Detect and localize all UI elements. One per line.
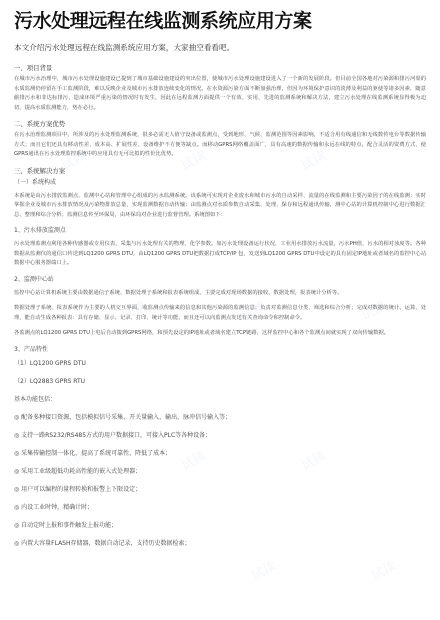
document-body xyxy=(14,42,426,557)
feature-item: ◎ 支持一路RS232/RS485方式的用户数据接口，可接入PLC等各种设备； xyxy=(14,431,212,439)
advantages-paragraph: 在污水治理监测项目中，所涉及的污水处理监测系统，很多必需无人值守设备或监测点，受到地形、气候、监测范围等因素影响，不适合用有线通信和无线数传电台等数据传输方式；而且它们还具有移动性差、成本高、扩展性差、设备维护不方便等缺点。而移动GPRS网络覆盖面广，具有高速的数据传输和永远在线的特点，配合灵活的资费方式，使GPRS通讯在污水处理监控系统中的应用具有无可比拟的性价比优势。 xyxy=(14,132,426,157)
monitoring-center-heading: 2、监测中心站 xyxy=(14,275,54,283)
monitoring-point-heading: 1、污水排放监测点 xyxy=(14,227,66,234)
watermark: 试读 xyxy=(298,148,329,174)
watermark: 试读 xyxy=(358,298,389,324)
feature-item: ◎ 自动定时上报和事件触发上报功能； xyxy=(14,521,118,529)
watermark: 试读 xyxy=(238,298,269,324)
feature-item: ◎ 内设工业时钟，精确计时； xyxy=(14,503,94,511)
intro-text: 本文介绍污水处理远程在线监测系统应用方案，大家抽空看看吧。 xyxy=(14,43,235,52)
watermark: 试读 xyxy=(178,148,209,174)
monitoring-point-paragraph: 污水处理监测点利用各种传感器或专用仪表，采集与污水处理有关的物理、化学参数。如污水处理设备运行状况，工业用水排放污水流量，污水PH值，污水的相对浊度等。各种数据从监测仪的通信口传送到LQ1200 GPRS DTU，由LQ1200 GPRS DTU把数据打成TCP/IP 包，发送到LQ1200 GPRS DTU中设定的具有固定IP地址或者域名的监控中心站数据中心服务器端口上。 xyxy=(14,241,426,266)
product-dtu: （1）LQ1200 GPRS DTU xyxy=(14,359,86,367)
background-paragraph: 在城市污水治理中，城市污水处理设施建设已提到了城市基础设施建设的突出位置，使城市污水处理设施建设进入了一个新的发展阶段。但目前全国各地对污染源和排污河渠的水质监测仍停留在手工监测阶段，难以反映企业及城市污水排放连续变化的情况。在水资源污染方面不断加强治理，但因为环境保护意识的淡薄及利益的驱使等诸多因素，随意偷排污水和非达标排污，造成环境严重污染的情况时有发生，因此在远程监测方面提供一个有效、实用、先进的监测系统和解决方法，建立污水处理在线监测系统显得极为迫切，提高水质监测能力，势在必行。 xyxy=(14,76,426,111)
feature-list xyxy=(14,413,426,549)
system-composition-heading: （一）系统构成 xyxy=(14,178,57,186)
product-features-heading: 3、产品特性 xyxy=(14,345,48,353)
feature-item: ◎ 配备多种接口资源，包括模拟信号采集、开关量输入、输出，脉冲信号输入等； xyxy=(14,413,232,421)
feature-item: ◎ 用户可以编程的量程转换和报警上下限设定； xyxy=(14,485,142,493)
watermark: 试读 xyxy=(368,558,399,584)
monitoring-center-paragraph-2: 数据处理子系统、报表系统作为主要的人机交互界面，收监测点传输来的信息和其他污染源的监测信息；负责对监测信息分类、筛选和综合分析；完成对数据的统计、运算、处理，能自动生成各种报表：具有存储、显示、记录、打印、统计等功能，而且还可以向监测点发送有关查询命令和控制命令。 xyxy=(14,305,426,321)
features-label: 基本功能包括： xyxy=(14,395,57,403)
section-heading-advantages: 二、系统方案优势 xyxy=(14,120,66,128)
watermark: 试读 xyxy=(58,148,89,174)
section-heading-solution: 三、系统解决方案 xyxy=(14,166,66,175)
watermark: 试读 xyxy=(178,448,209,474)
watermark: 试读 xyxy=(58,448,89,474)
system-composition-paragraph: 本系统是由污水排放监测点、监测中心站和管理中心组成的污水监测系统。该系统可实现对企业废水和城市污水的自动采样、流量的在线监测和主要污染因子的在线监测；实时掌握企业及城市污水排放情况及污染物排放总量，实现监测数据自动传输；由监测点对水质参数自动采集、处理、保存和远程通讯传输，测中心站的计算机控制中心进行数据汇总、整理和综合分析；监测信息传至环保局，由环保局对企业进行监督管理。系统图如下： xyxy=(14,192,426,218)
feature-item: ◎ 内置大容量FLASH存储器，数据自动记录，支持历史数据检索； xyxy=(14,539,191,547)
section-heading-background: 一、项目背景 xyxy=(14,64,53,72)
watermark: 试读 xyxy=(298,448,329,474)
watermark: 试读 xyxy=(118,298,149,324)
feature-item: ◎ 采集传输控制一体化，提高了系统可靠性，降低了成本； xyxy=(14,449,172,457)
monitoring-center-paragraph-1: 监控中心站计算机系统主要由数据通信子系统、数据处理子系统和报表系统组成，主要完成对现场数据的接收、数据处理，报表统计分析等。 xyxy=(14,289,343,296)
document-title: 污水处理远程在线监测系统应用方案 xyxy=(14,10,312,32)
monitoring-center-paragraph-3: 各监测点的LQ1200 GPRS DTU上电后自动拨到GPRS网络，和预先设定的IP地址或者域名建立TCP链路，这样监控中心和各个监测点间就实现了双向传输数据。 xyxy=(14,330,390,336)
feature-item: ◎ 采用工业级超低功耗高性能的嵌入式处理器； xyxy=(14,467,142,475)
product-rtu: （2）LQ2883 GPRS RTU xyxy=(14,377,86,385)
watermark: 试读 xyxy=(248,558,279,584)
